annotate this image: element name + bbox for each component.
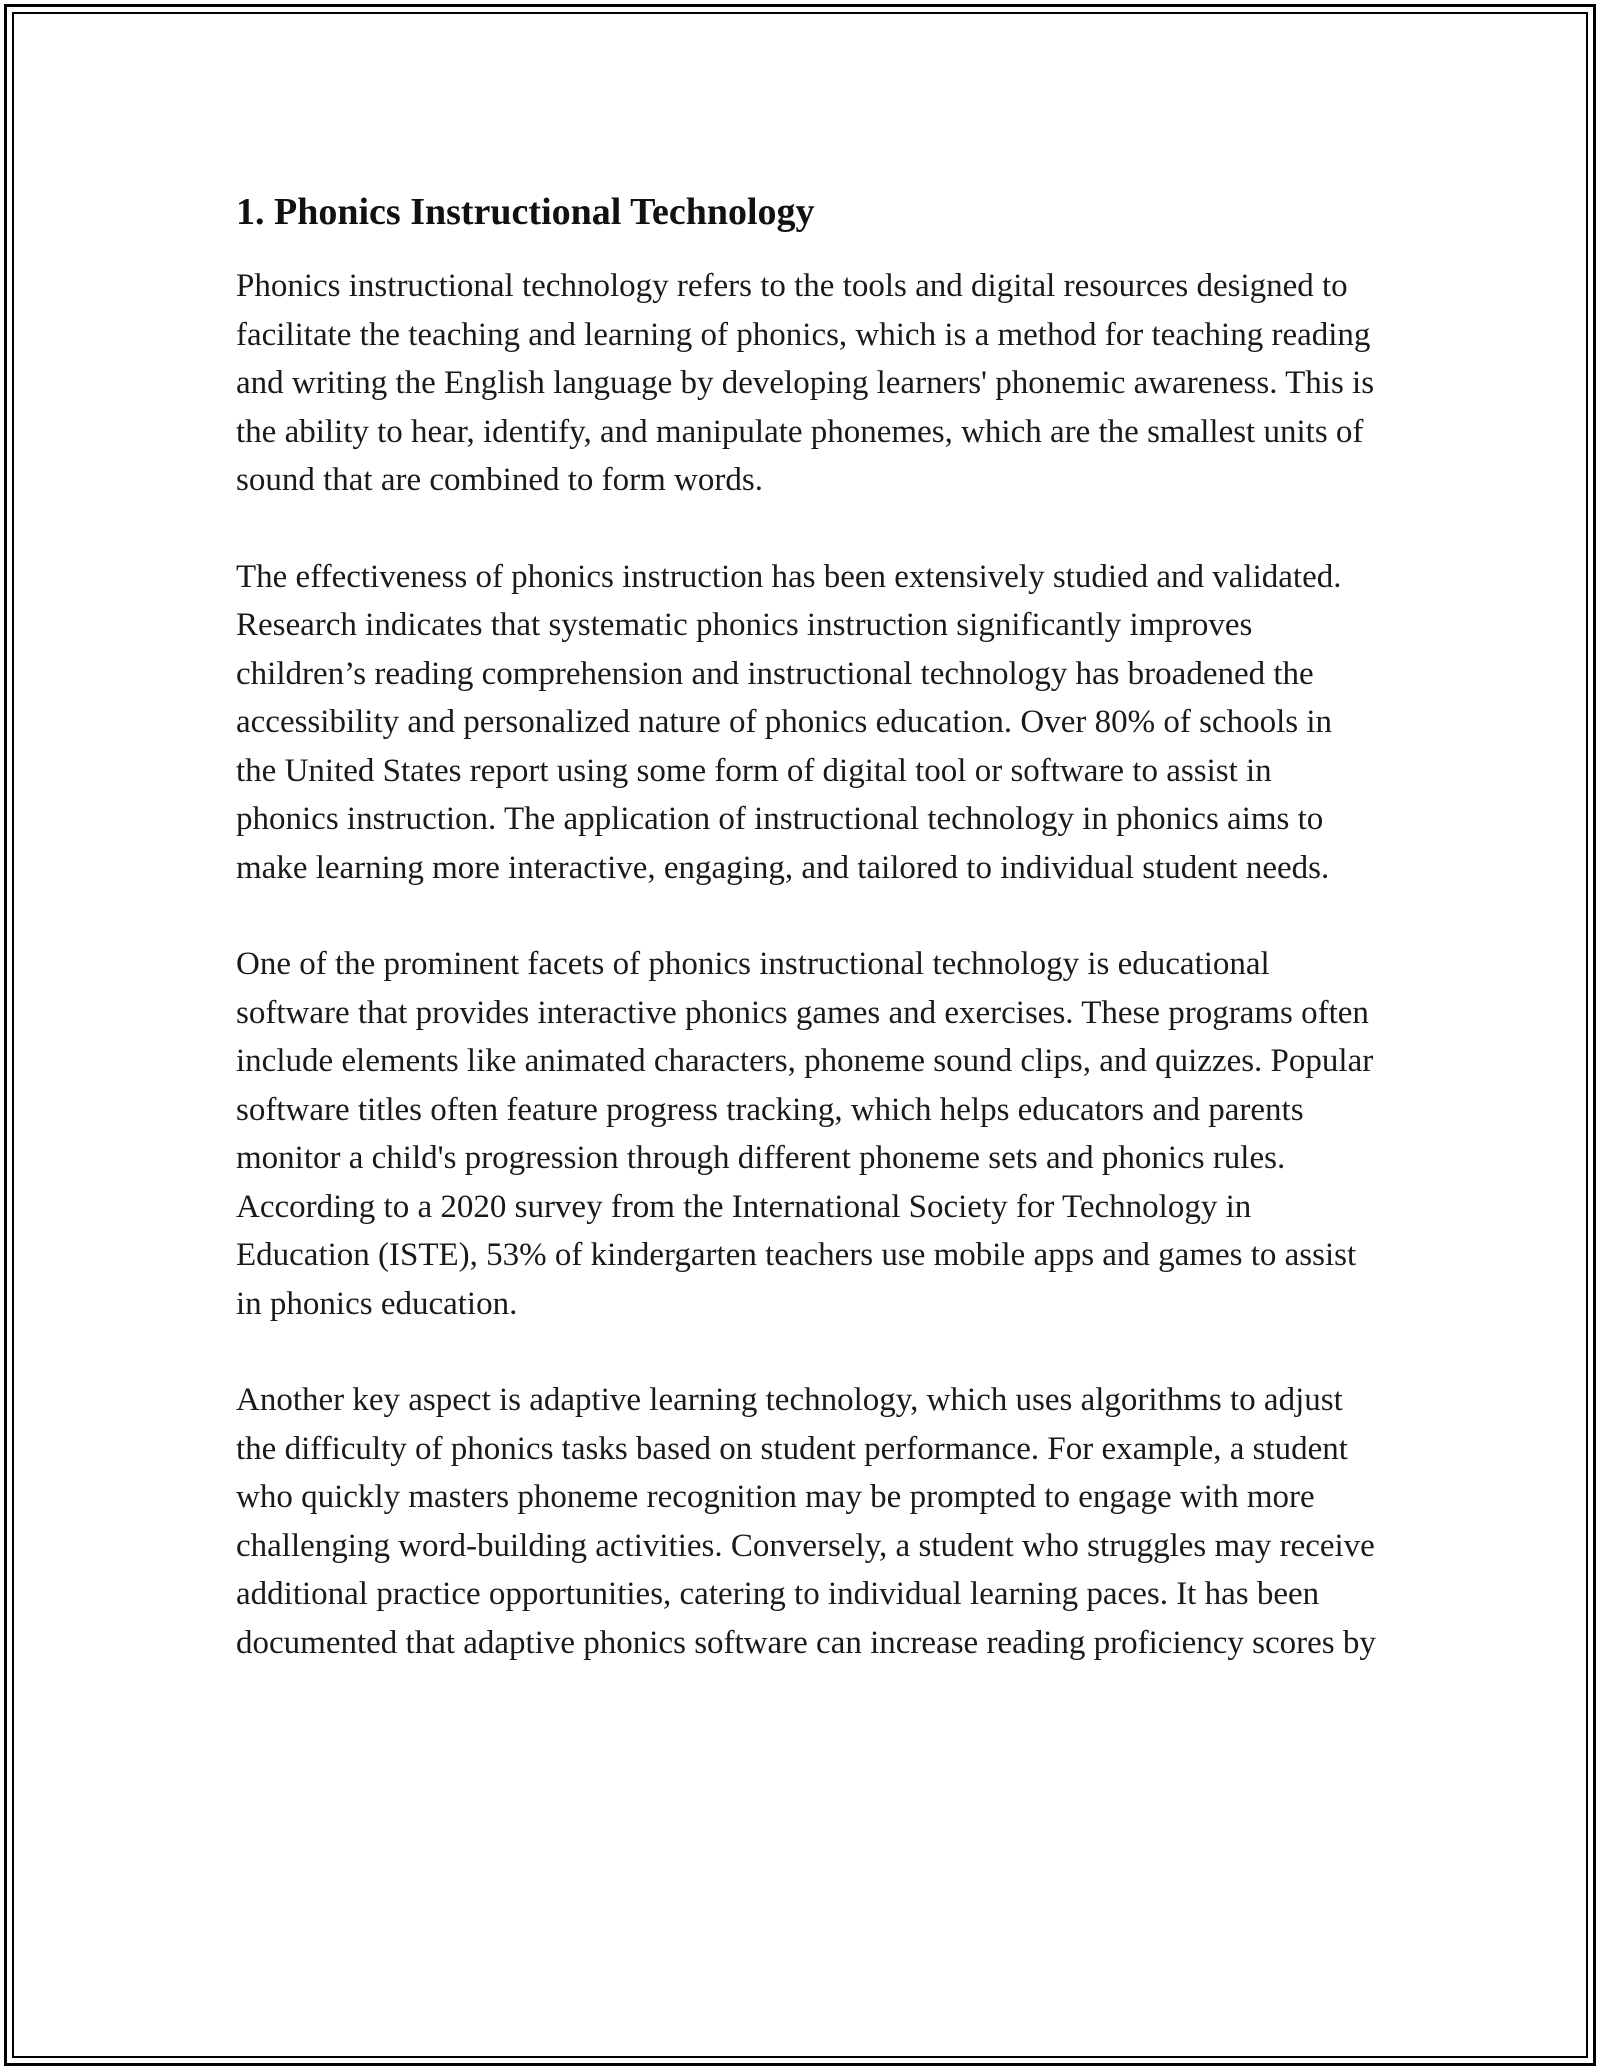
paragraph-educational-software: One of the prominent facets of phonics instructional technology is educational software that provides interactive phonics games and exercises. These programs often include elements like animated characters, phoneme sound clips, and quizzes. Popular software titles often feature progress tracking, which helps educators and parents monitor a child's progression through different phoneme sets and phonics rules. According to a 2020 survey from the International Society for Technology in Education (ISTE), 53% of kindergarten teachers use mobile apps and games to assist in phonics education. <box>236 946 1374 1322</box>
section-heading: 1. Phonics Instructional Technology <box>236 191 815 233</box>
document-body <box>236 182 1376 1715</box>
paragraph-effectiveness: The effectiveness of phonics instruction has been extensively studied and validated. Research indicates that systematic phonics instruction significantly improves children’s reading comprehension and instructional technology has broadened the accessibility and personalized nature of phonics education. Over 80% of schools in the United States report using some form of digital tool or software to assist in phonics instruction. The application of instructional technology in phonics aims to make learning more interactive, engaging, and tailored to individual student needs. <box>236 558 1342 886</box>
paragraph-phonics-definition: Phonics instructional technology refers to the tools and digital resources designed to facilitate the teaching and learning of phonics, which is a method for teaching reading and writing the English language by developing learners' phonemic awareness. This is the ability to hear, identify, and manipulate phonemes, which are the smallest units of sound that are combined to form words. <box>236 268 1375 498</box>
paragraph-adaptive-learning: Another key aspect is adaptive learning technology, which uses algorithms to adjust the difficulty of phonics tasks based on student performance. For example, a student who quickly masters phoneme recognition may be prompted to engage with more challenging word-building activities. Conversely, a student who struggles may receive additional practice opportunities, catering to individual learning paces. It has been documented that adaptive phonics software can increase reading proficiency scores by <box>236 1382 1376 1661</box>
